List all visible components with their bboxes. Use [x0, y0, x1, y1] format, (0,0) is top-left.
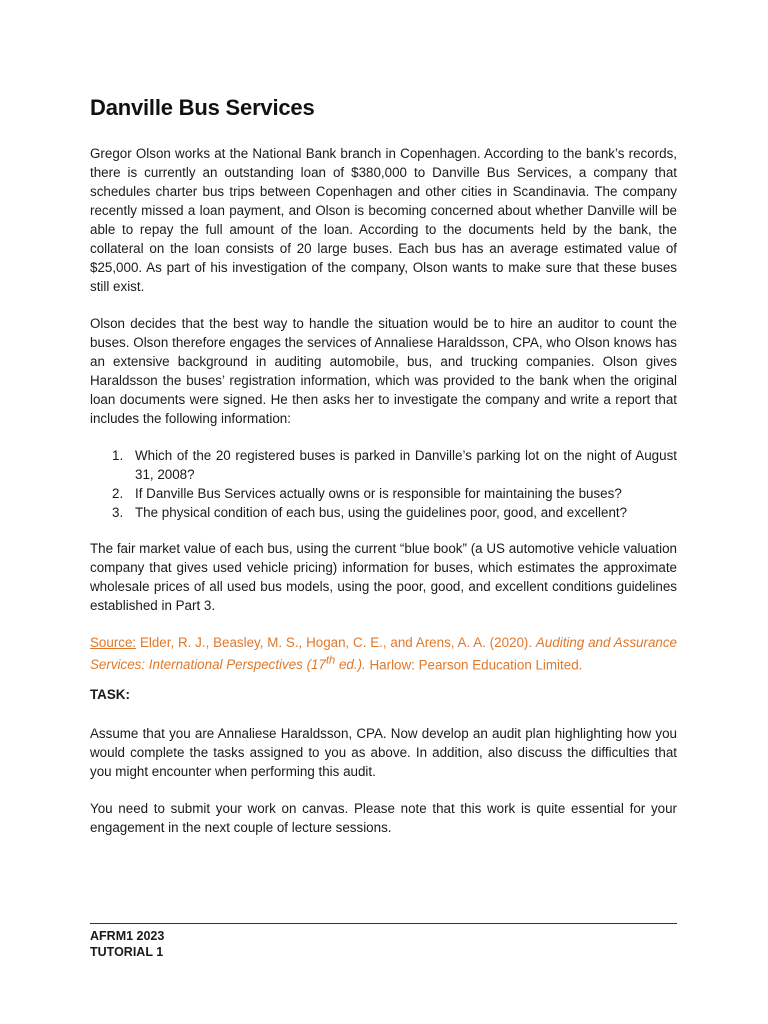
- intro-paragraph: Gregor Olson works at the National Bank branch in Copenhagen. According to the bank’s records, there is currently an outstanding loan of $380,000 to Danville Bus Services, a company that schedules charter bus trips between Copenhagen and other cities in Scandinavia. The company recently missed a loan payment, and Olson is becoming concerned about whether Danville will be able to repay the full amount of the loan. According to the documents held by the bank, the collateral on the loan consists of 20 large buses. Each bus has an average estimated value of $25,000. As part of his investigation of the company, Olson wants to make sure that these buses still exist.: [90, 146, 677, 294]
- list-item: [112, 503, 677, 522]
- list-item-number: 1.: [112, 448, 124, 463]
- footer-course: AFRM1 2023: [90, 929, 165, 943]
- list-item: [112, 446, 677, 484]
- list-item-text: Which of the 20 registered buses is parked in Danville’s parking lot on the night of August 31, 2008?: [135, 448, 677, 482]
- source-publisher: Harlow: Pearson Education Limited.: [365, 657, 583, 673]
- list-item-text: If Danville Bus Services actually owns or is responsible for maintaining the buses?: [135, 486, 622, 501]
- submission-paragraph: You need to submit your work on canvas. Please note that this work is quite essential for your engagement in the next couple of lecture sessions.: [90, 801, 677, 835]
- page-footer: [90, 928, 164, 960]
- document-page: [90, 0, 677, 1024]
- report-requirements-list: [112, 446, 677, 522]
- list-item-number: 3.: [112, 505, 124, 520]
- source-label: Source:: [90, 635, 137, 650]
- document-title: Danville Bus Services: [90, 95, 315, 120]
- fair-value-paragraph: The fair market value of each bus, using the current “blue book” (a US automotive vehicle valuation company that gives used vehicle pricing) information for buses, which estimates the approximate wholesale prices of all used bus models, using the poor, good, and excellent conditions guidelines established in Part 3.: [90, 541, 677, 613]
- task-paragraph: Assume that you are Annaliese Haraldsson, CPA. Now develop an audit plan highlighting how you would complete the tasks assigned to you as above. In addition, also discuss the difficulties that you might encounter when performing this audit.: [90, 726, 677, 779]
- source-authors: Elder, R. J., Beasley, M. S., Hogan, C. E., and Arens, A. A. (2020).: [136, 635, 536, 650]
- list-item: [112, 484, 677, 503]
- task-heading: TASK:: [90, 687, 130, 702]
- list-item-text: The physical condition of each bus, using the guidelines poor, good, and excellent?: [135, 505, 628, 520]
- engagement-paragraph: Olson decides that the best way to handle the situation would be to hire an auditor to count the buses. Olson therefore engages the services of Annaliese Haraldsson, CPA, who Olson knows has an extensive background in auditing automobile, bus, and trucking companies. Olson gives Haraldsson the buses’ registration information, which was provided to the bank when the original loan documents were signed. He then asks her to investigate the company and write a report that includes the following information:: [90, 316, 677, 426]
- source-title-superscript: th: [325, 655, 336, 667]
- footer-divider: [90, 923, 677, 924]
- source-citation: [90, 633, 677, 674]
- footer-tutorial: TUTORIAL 1: [90, 945, 164, 959]
- source-title-main: Auditing and Assurance Services: International Perspectives (17: [90, 635, 677, 673]
- list-item-number: 2.: [112, 486, 124, 501]
- source-title-edition: ed.).: [335, 657, 366, 673]
